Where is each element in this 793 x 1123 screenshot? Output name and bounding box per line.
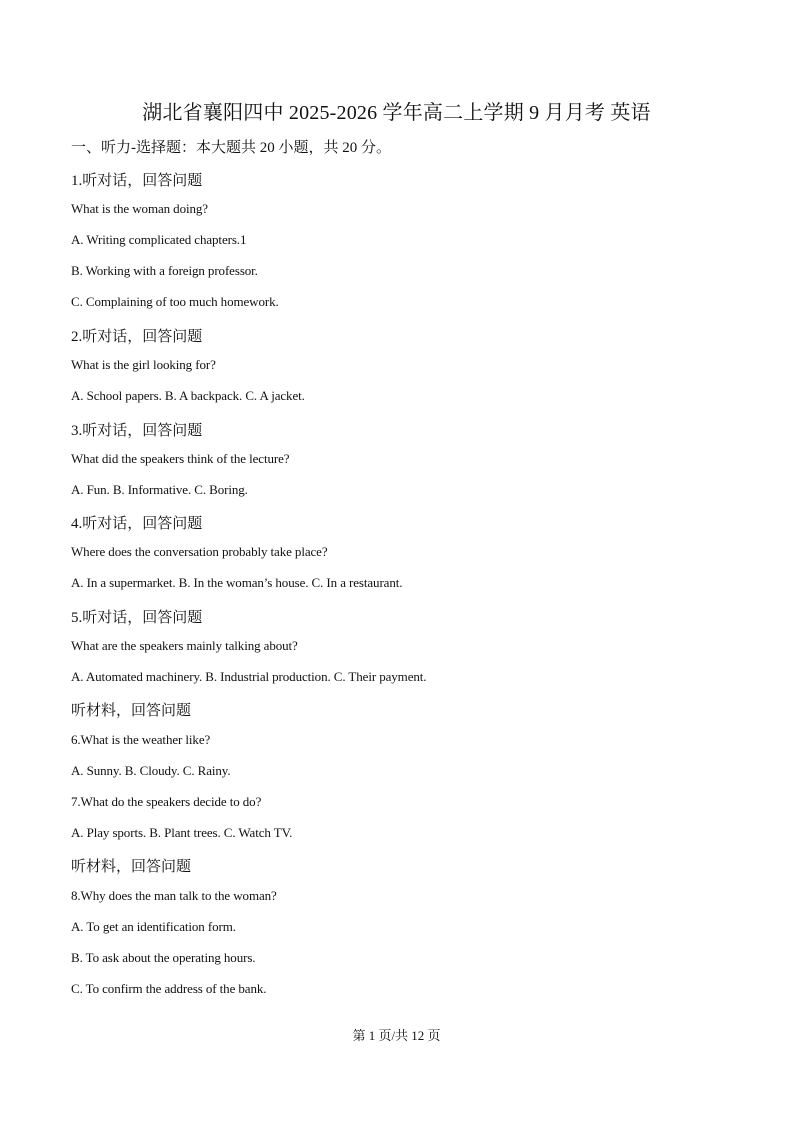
question-heading: 1.听对话，回答问题 [71, 173, 203, 189]
question-heading: 4.听对话，回答问题 [71, 516, 203, 532]
question-text: What are the speakers mainly talking about? [71, 638, 298, 653]
answer-options: A. Sunny. B. Cloudy. C. Rainy. [71, 763, 231, 778]
material-heading: 听材料，回答问题 [71, 703, 192, 719]
answer-options: A. Automated machinery. B. Industrial production. C. Their payment. [71, 669, 427, 684]
question-heading: 2.听对话，回答问题 [71, 329, 203, 345]
question-heading: 3.听对话，回答问题 [71, 423, 203, 439]
answer-options: A. Fun. B. Informative. C. Boring. [71, 482, 248, 497]
exam-title: 湖北省襄阳四中 2025-2026 学年高二上学期 9 月月考 英语 [142, 102, 651, 124]
answer-option: B. Working with a foreign professor. [71, 263, 258, 278]
answer-options: A. School papers. B. A backpack. C. A jacket. [71, 388, 305, 403]
question-heading: 5.听对话，回答问题 [71, 610, 203, 626]
material-heading: 听材料，回答问题 [71, 859, 192, 875]
section-heading: 一、听力-选择题：本大题共 20 小题，共 20 分。 [71, 140, 391, 156]
answer-option: A. To get an identification form. [71, 919, 236, 934]
answer-option: C. Complaining of too much homework. [71, 294, 279, 309]
question-text: What is the girl looking for? [71, 357, 216, 372]
answer-option: A. Writing complicated chapters.1 [71, 232, 247, 247]
question-text: What is the woman doing? [71, 201, 208, 216]
answer-option: B. To ask about the operating hours. [71, 950, 256, 965]
question-text: Where does the conversation probably take place? [71, 544, 328, 559]
question-text: 7.What do the speakers decide to do? [71, 794, 262, 809]
question-text: What did the speakers think of the lecture? [71, 451, 290, 466]
answer-options: A. In a supermarket. B. In the woman’s house. C. In a restaurant. [71, 575, 403, 590]
question-text: 6.What is the weather like? [71, 732, 211, 747]
page-number-footer: 第 1 页/共 12 页 [352, 1028, 441, 1043]
answer-option: C. To confirm the address of the bank. [71, 981, 267, 996]
question-text: 8.Why does the man talk to the woman? [71, 888, 277, 903]
answer-options: A. Play sports. B. Plant trees. C. Watch TV. [71, 825, 293, 840]
